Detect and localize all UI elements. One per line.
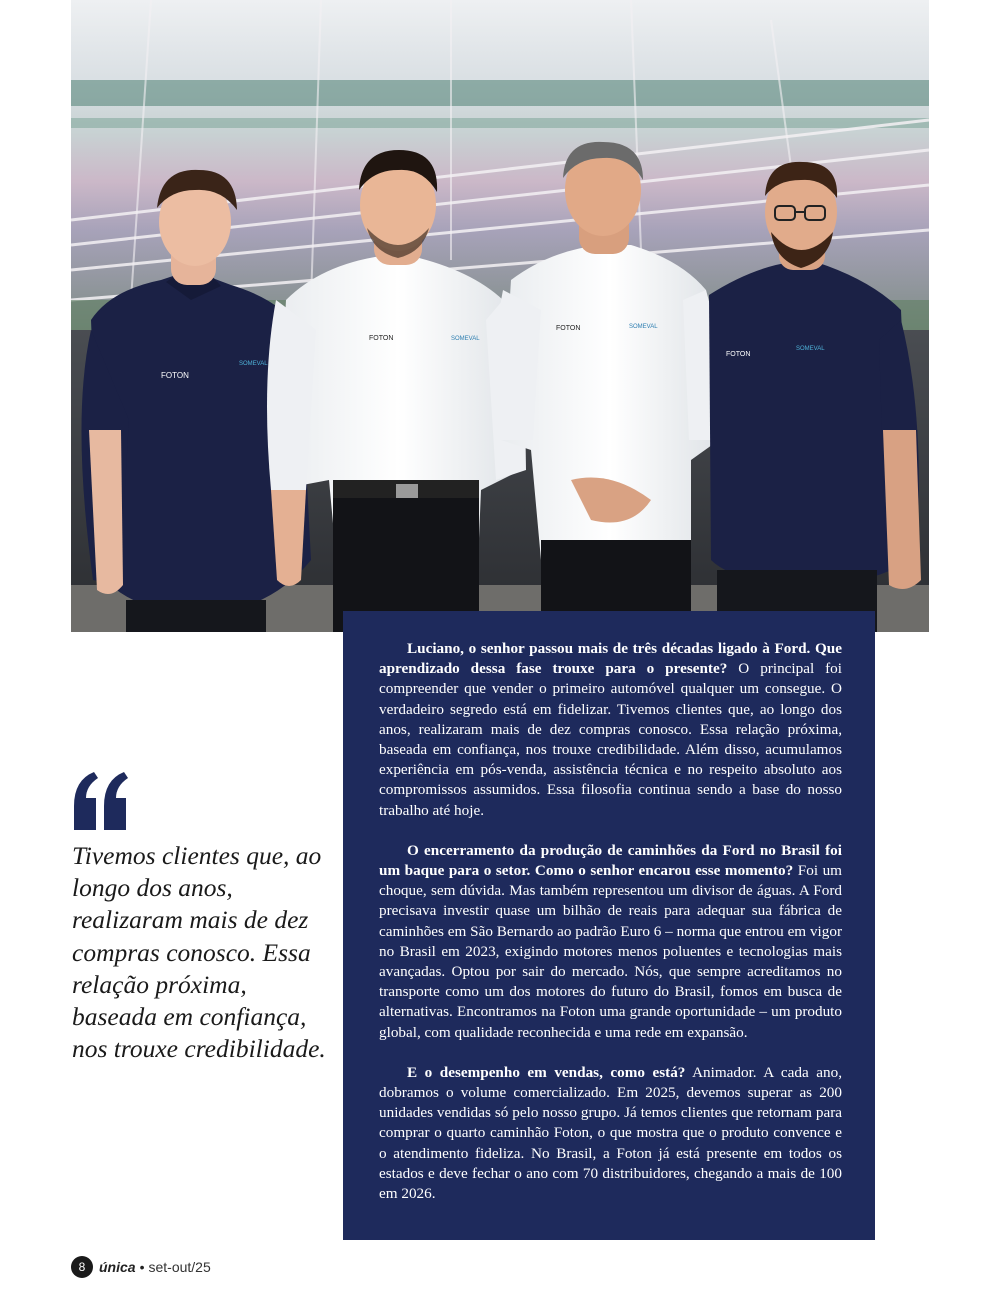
interview-question: O encerramento da produção de caminhões da Ford no Brasil foi um baque para o setor. Como o senhor encarou esse momento? bbox=[379, 841, 842, 880]
page-footer bbox=[71, 1256, 211, 1278]
interview-answer: O principal foi compreender que vender o primeiro automóvel qualquer um consegue. O verdadeiro segredo está em fidelizar. Tivemos clientes que, ao longo dos anos, realizaram mais de dez compras conosco. Essa relação próxima, baseada em confiança, nos trouxe credibilidade. Além disso, acumulamos experiência em pós-venda, assistência técnica e no respeito absoluto aos compromissos assumidos. Essa filosofia continua sendo a base do nosso trabalho até hoje. bbox=[379, 660, 843, 819]
issue-date: set-out/25 bbox=[148, 1259, 211, 1275]
interview-box bbox=[343, 611, 875, 1240]
shirt-logo-dealer: SOMEVAL bbox=[629, 324, 658, 330]
interview-question: E o desempenho em vendas, como está? bbox=[407, 1063, 686, 1081]
group-photo bbox=[71, 0, 929, 632]
shirt-logo-dealer: SOMEVAL bbox=[451, 336, 480, 342]
footer-separator: • bbox=[139, 1259, 145, 1275]
interview-answer: Animador. A cada ano, dobramos o volume comercializado. Em 2025, devemos superar as 200 unidades vendidas só pelo nosso grupo. Já temos clientes que retornam para comprar o quarto caminhão Foton, o que mostra que o produto convence e o atendimento fideliza. No Brasil, a Foton já está presente em todos os estados e deve fechar o ano com 70 distribuidores, chegando a mais de 100 em 2026. bbox=[379, 1063, 842, 1203]
shirt-logo-foton: FOTON bbox=[556, 325, 581, 332]
interview-answer: Foi um choque, sem dúvida. Mas também representou um divisor de águas. A Ford precisava investir quase um bilhão de reais para adequar sua fábrica de caminhões em São Bernardo ao padrão Euro 6 – norma que entrou em vigor no Brasil em 2023, exigindo motores menos poluentes e tecnologias mais avançadas. Optou por sair do mercado. Nós, que sempre acreditamos no transporte como um dos motores do futuro do Brasil, fomos em busca de alternativas. Encontramos na Foton uma grande oportunidade – um produto global, com qualidade reconhecida e uma rede em expansão. bbox=[379, 862, 842, 1041]
shirt-logo-foton: FOTON bbox=[369, 335, 394, 342]
shirt-logo-dealer: SOMEVAL bbox=[239, 361, 268, 367]
pull-quote: Tivemos clientes que, ao longo dos anos, realizaram mais de dez compras conosco. Essa relação próxima, baseada em confiança, nos trouxe credibilidade. bbox=[72, 841, 326, 1064]
interview-paragraph bbox=[379, 639, 842, 821]
interview-paragraph bbox=[379, 1063, 842, 1204]
quotation-mark-icon bbox=[72, 770, 132, 834]
shirt-logo-foton: FOTON bbox=[726, 351, 751, 358]
interview-question: Luciano, o senhor passou mais de três décadas ligado à Ford. Que aprendizado dessa fase trouxe para o presente? bbox=[379, 640, 842, 678]
shirt-logo-dealer: SOMEVAL bbox=[796, 346, 825, 352]
page-number: 8 bbox=[71, 1256, 93, 1278]
photo-illustration bbox=[71, 0, 929, 632]
magazine-name: única bbox=[99, 1259, 136, 1275]
interview-paragraph bbox=[379, 841, 842, 1043]
shirt-logo-foton: FOTON bbox=[161, 371, 189, 380]
